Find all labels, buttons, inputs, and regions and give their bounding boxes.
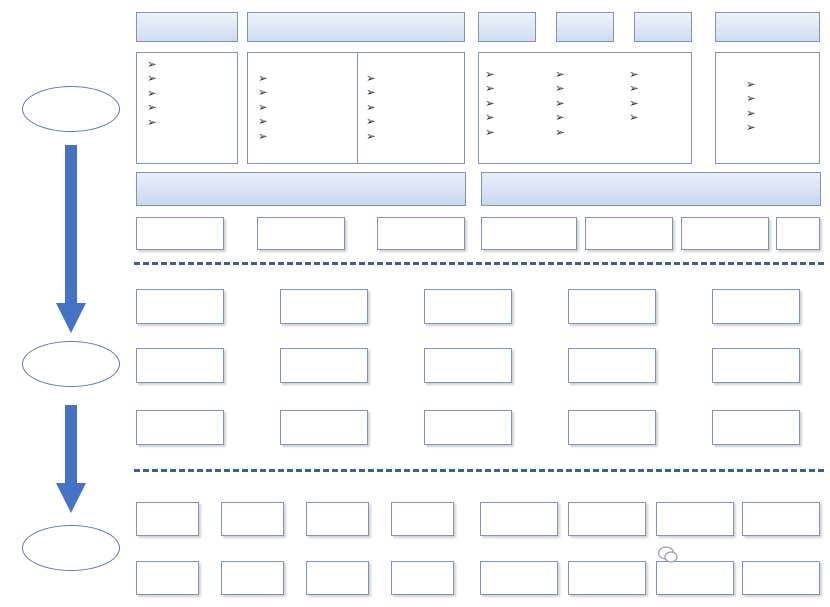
downstream-item xyxy=(221,502,284,536)
midstream-item xyxy=(712,289,800,324)
arrow-down-icon xyxy=(56,145,86,335)
list-item: ➢ xyxy=(258,99,268,114)
stage-downstream xyxy=(22,525,120,571)
wechat-icon xyxy=(658,546,678,564)
midstream-item xyxy=(424,289,512,324)
divider xyxy=(134,469,824,472)
list-item: ➢ xyxy=(485,67,495,81)
header-optical-components xyxy=(247,12,465,42)
low-power-laser-bar xyxy=(481,172,821,206)
downstream-item xyxy=(136,502,199,536)
list-item: ➢ xyxy=(485,124,495,139)
auxiliary-box xyxy=(715,52,820,164)
header-cnc xyxy=(556,12,614,42)
components-box xyxy=(247,52,465,164)
list-item: ➢ xyxy=(485,110,495,125)
list-item: ➢ xyxy=(555,95,565,110)
midstream-item xyxy=(280,410,368,445)
downstream-item xyxy=(221,561,284,595)
midstream-item xyxy=(712,410,800,445)
list-item: ➢ xyxy=(629,81,639,96)
header-auxiliary xyxy=(715,12,820,42)
midstream-item xyxy=(280,348,368,383)
downstream-item xyxy=(568,502,646,536)
list-item: ➢ xyxy=(147,114,157,129)
laser-type-fiber xyxy=(377,217,465,250)
list-item: ➢ xyxy=(147,85,157,100)
list-item: ➢ xyxy=(485,95,495,110)
list-item: ➢ xyxy=(366,85,376,100)
list-item: ➢ xyxy=(366,114,376,129)
list-item: ➢ xyxy=(258,114,268,129)
laser-type-more xyxy=(776,217,820,250)
list-item: ➢ xyxy=(485,81,495,96)
arrow-down-icon xyxy=(56,405,86,515)
high-power-laser-bar xyxy=(136,172,466,206)
divider xyxy=(134,262,824,265)
list-item: ➢ xyxy=(555,67,565,81)
downstream-item xyxy=(656,561,734,595)
midstream-item xyxy=(424,348,512,383)
downstream-item xyxy=(306,502,369,536)
list-item: ➢ xyxy=(629,67,639,81)
downstream-item xyxy=(391,502,454,536)
laser-type-co2 xyxy=(136,217,224,250)
list-item: ➢ xyxy=(366,128,376,143)
midstream-item xyxy=(712,348,800,383)
list-item: ➢ xyxy=(258,85,268,100)
downstream-item xyxy=(306,561,369,595)
list-item: ➢ xyxy=(746,120,756,135)
list-item: ➢ xyxy=(147,57,157,71)
midstream-item xyxy=(568,289,656,324)
midstream-item xyxy=(136,348,224,383)
materials-box xyxy=(136,52,238,164)
laser-type-yag xyxy=(257,217,345,250)
midstream-item xyxy=(136,289,224,324)
list-item: ➢ xyxy=(258,128,268,143)
downstream-item xyxy=(480,561,558,595)
header-machinery xyxy=(478,12,536,42)
list-item: ➢ xyxy=(555,124,565,139)
downstream-item xyxy=(656,502,734,536)
downstream-item xyxy=(742,502,820,536)
downstream-item xyxy=(391,561,454,595)
downstream-item xyxy=(568,561,646,595)
list-item: ➢ xyxy=(746,105,756,120)
list-item: ➢ xyxy=(629,110,639,125)
midstream-item xyxy=(280,289,368,324)
list-item: ➢ xyxy=(147,100,157,115)
header-power-supply xyxy=(634,12,692,42)
laser-type-dye xyxy=(681,217,769,250)
stage-midstream xyxy=(22,341,120,387)
midstream-item xyxy=(568,410,656,445)
downstream-item xyxy=(136,561,199,595)
list-item: ➢ xyxy=(147,71,157,86)
downstream-item xyxy=(480,502,558,536)
list-item: ➢ xyxy=(366,99,376,114)
laser-type-semiconductor xyxy=(481,217,577,250)
header-optical-materials xyxy=(136,12,238,42)
list-item: ➢ xyxy=(555,81,565,96)
machinery-box xyxy=(478,52,692,164)
midstream-item xyxy=(424,410,512,445)
stage-upstream xyxy=(22,86,120,132)
list-item: ➢ xyxy=(629,95,639,110)
downstream-item xyxy=(742,561,820,595)
list-item: ➢ xyxy=(746,77,756,91)
list-item: ➢ xyxy=(746,91,756,106)
midstream-item xyxy=(568,348,656,383)
list-item: ➢ xyxy=(555,110,565,125)
midstream-item xyxy=(136,410,224,445)
list-item: ➢ xyxy=(258,71,268,85)
laser-type-disk xyxy=(585,217,673,250)
list-item: ➢ xyxy=(366,71,376,85)
